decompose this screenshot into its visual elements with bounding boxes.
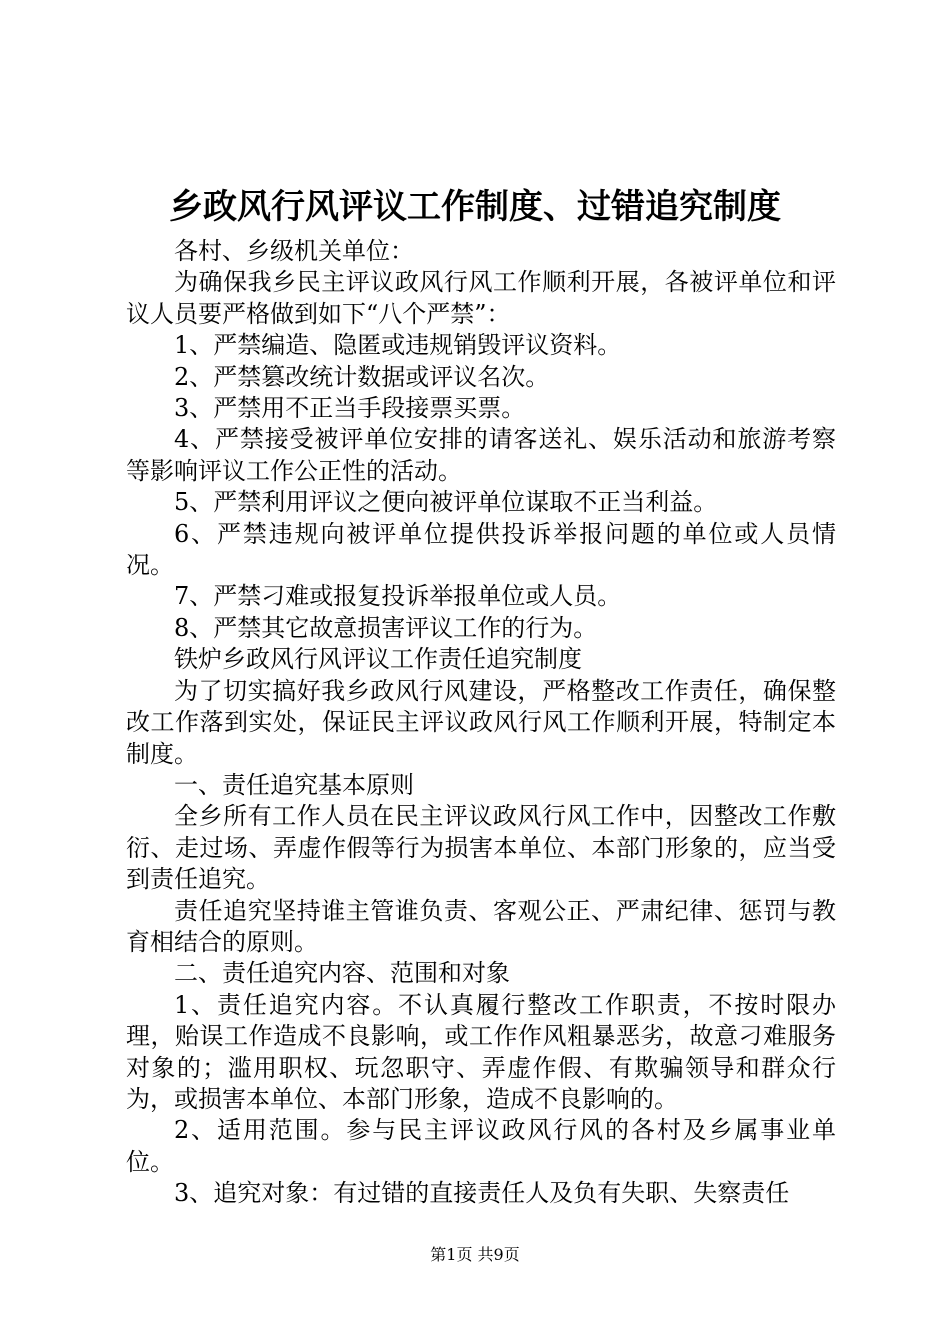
- paragraph: 7、严禁刁难或报复投诉举报单位或人员。: [174, 582, 622, 611]
- section-heading: 铁炉乡政风行风评议工作责任追究制度: [174, 645, 582, 674]
- paragraph: 为了切实搞好我乡政风行风建设，严格整改工作责任，确保整改工作落到实处，保证民主评议政风行风工作顺利开展，特制定本制度。: [126, 676, 836, 768]
- paragraph: 全乡所有工作人员在民主评议政风行风工作中，因整改工作敷衍、走过场、弄虚作假等行为损害本单位、本部门形象的，应当受到责任追究。: [126, 802, 836, 894]
- paragraph: 2、适用范围。参与民主评议政风行风的各村及乡属事业单位。: [126, 1116, 836, 1176]
- paragraph: 1、严禁编造、隐匿或违规销毁评议资料。: [174, 331, 622, 360]
- page-footer: 第1页 共9页: [430, 1245, 520, 1264]
- paragraph: 2、严禁篡改统计数据或评议名次。: [174, 362, 550, 391]
- document-body: [126, 236, 836, 1210]
- paragraph: 责任追究坚持谁主管谁负责、客观公正、严肃纪律、惩罚与教育相结合的原则。: [126, 896, 836, 956]
- paragraph: 为确保我乡民主评议政风行风工作顺利开展，各被评单位和评议人员要严格做到如下“八个严禁”：: [126, 268, 836, 328]
- paragraph: 5、严禁利用评议之便向被评单位谋取不正当利益。: [174, 488, 718, 517]
- document-title: 乡政风行风评议工作制度、过错追究制度: [169, 187, 781, 227]
- paragraph: 8、严禁其它故意损害评议工作的行为。: [174, 613, 598, 642]
- section-heading: 二、责任追究内容、范围和对象: [174, 959, 510, 988]
- section-heading: 一、责任追究基本原则: [174, 770, 414, 799]
- paragraph: 各村、乡级机关单位：: [174, 237, 414, 265]
- paragraph: 4、严禁接受被评单位安排的请客送礼、娱乐活动和旅游考察等影响评议工作公正性的活动。: [126, 425, 836, 485]
- paragraph: 3、严禁用不正当手段接票买票。: [174, 394, 526, 423]
- paragraph: 3、追究对象：有过错的直接责任人及负有失职、失察责任: [174, 1179, 790, 1208]
- paragraph: 6、严禁违规向被评单位提供投诉举报问题的单位或人员情况。: [126, 519, 836, 580]
- paragraph: 1、责任追究内容。不认真履行整改工作职责，不按时限办理，贻误工作造成不良影响，或工作作风粗暴恶劣，故意刁难服务对象的；滥用职权、玩忽职守、弄虚作假、有欺骗领导和群众行为，或损害本单位、本部门形象，造成不良影响的。: [126, 990, 836, 1113]
